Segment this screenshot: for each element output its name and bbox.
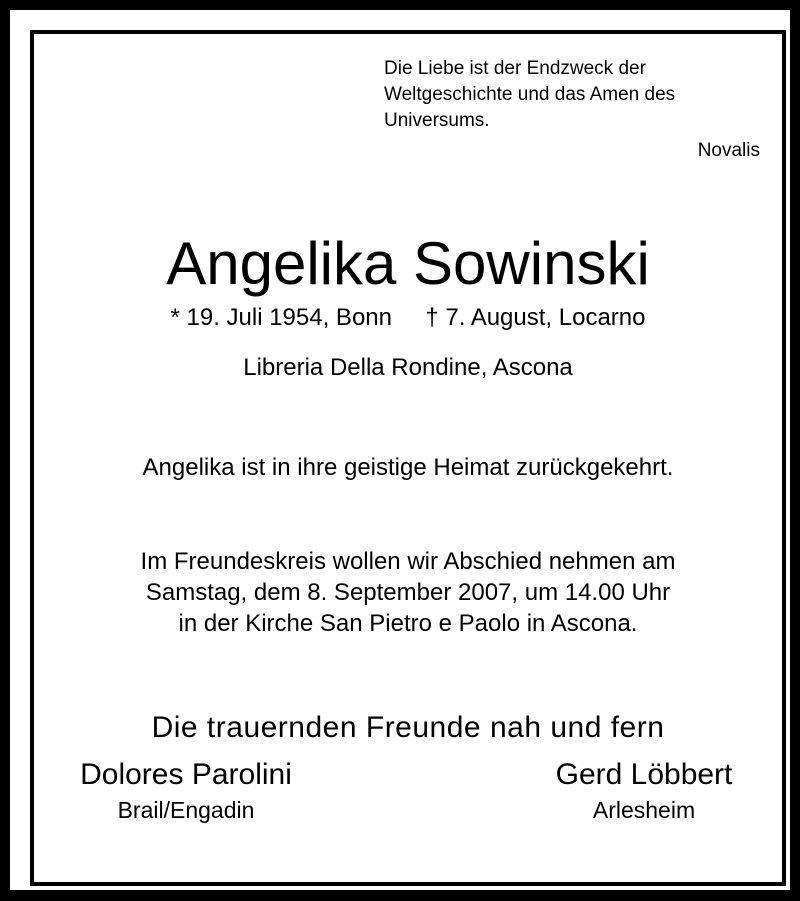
signatory-right xyxy=(524,756,764,826)
quote-author: Novalis xyxy=(697,140,760,161)
signatory-place: Arlesheim xyxy=(592,797,696,823)
service-line: Im Freundeskreis wollen wir Abschied nehmen am xyxy=(140,548,676,575)
signatory-name: Dolores Parolini xyxy=(80,758,292,791)
signatory-left xyxy=(56,756,316,826)
farewell-message: Angelika ist in ihre geistige Heimat zurückgekehrt. xyxy=(142,454,674,481)
signatory-place: Brail/Engadin xyxy=(117,797,255,823)
deceased-name: Angelika Sowinski xyxy=(166,230,650,297)
quote-line: Universums. xyxy=(384,110,490,131)
death-date: † 7. August, Locarno xyxy=(425,304,646,331)
mourners-heading: Die trauernden Freunde nah und fern xyxy=(151,711,665,744)
affiliation: Libreria Della Rondine, Ascona xyxy=(243,354,573,381)
birth-date: * 19. Juli 1954, Bonn xyxy=(170,304,392,331)
quote-line: Die Liebe ist der Endzweck der xyxy=(384,58,646,79)
service-line: Samstag, dem 8. September 2007, um 14.00 Uhr xyxy=(145,579,671,606)
signatory-name: Gerd Löbbert xyxy=(555,758,733,791)
service-line: in der Kirche San Pietro e Paolo in Ascona. xyxy=(178,610,638,637)
epigraph-quote xyxy=(384,56,764,134)
life-dates xyxy=(34,302,782,334)
quote-line: Weltgeschichte und das Amen des xyxy=(384,84,676,105)
obituary-notice xyxy=(30,30,786,886)
service-announcement xyxy=(34,546,782,639)
notice-outer-frame xyxy=(10,10,790,890)
